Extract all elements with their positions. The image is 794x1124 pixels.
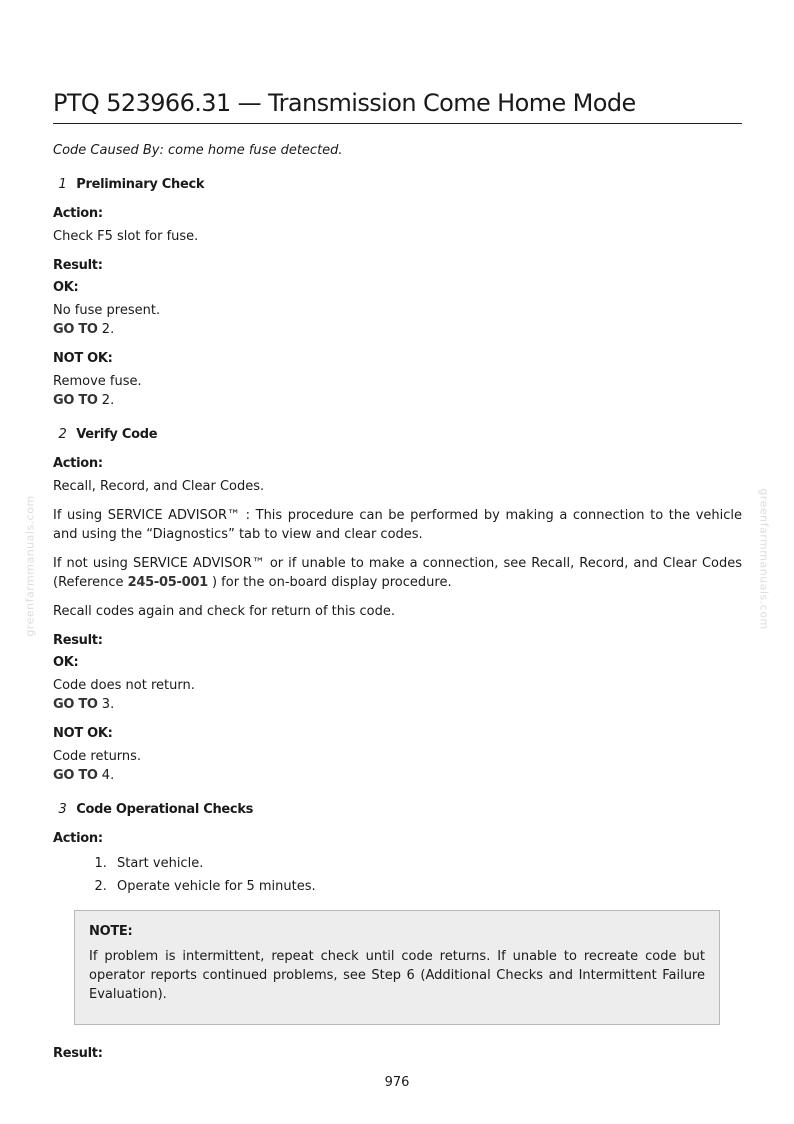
not-ok-goto xyxy=(53,391,742,410)
step-1-heading xyxy=(53,176,742,194)
note-text: If problem is intermittent, repeat check until code returns. If unable to recreate code but operator reports continued problems, see Step 6 (Additional Checks and Intermittent Failure Evaluation). xyxy=(89,949,705,1002)
not-ok-label: NOT OK: xyxy=(53,726,113,741)
no-service-advisor-paragraph xyxy=(53,554,742,592)
step-3-heading xyxy=(53,801,742,819)
goto-target: 2. xyxy=(97,393,115,408)
goto-link[interactable]: GO TO xyxy=(53,393,98,408)
document-page xyxy=(53,86,742,1063)
action-label: Action: xyxy=(53,456,103,471)
action-list xyxy=(53,852,742,898)
action-text: Check F5 slot for fuse. xyxy=(53,229,199,244)
action-text: Recall, Record, and Clear Codes. xyxy=(53,479,265,494)
not-ok-text: Code returns. xyxy=(53,749,142,764)
not-ok-text: Remove fuse. xyxy=(53,374,142,389)
step-number: 1 xyxy=(58,177,67,192)
ok-goto xyxy=(53,320,742,339)
step-title: Preliminary Check xyxy=(76,177,205,192)
note-box xyxy=(74,910,720,1025)
page-number: 976 xyxy=(384,1075,410,1090)
code-cause: Code Caused By: come home fuse detected. xyxy=(53,143,343,158)
recall-again-paragraph: Recall codes again and check for return of this code. xyxy=(53,604,396,619)
result-label: Result: xyxy=(53,258,103,273)
paragraph-text: If not using SERVICE ADVISOR™ or if unable to make a connection, see Recall, Record, and Clear Codes (Reference xyxy=(53,556,742,590)
action-label: Action: xyxy=(53,206,103,221)
step-number: 2 xyxy=(58,427,67,442)
ok-label: OK: xyxy=(53,280,79,295)
page-title: PTQ 523966.31 — Transmission Come Home Mode xyxy=(53,86,742,124)
watermark-left: greenfarmmanuals.com xyxy=(23,495,37,637)
ok-label: OK: xyxy=(53,655,79,670)
paragraph-text: ) for the on-board display procedure. xyxy=(207,575,452,590)
goto-target: 2. xyxy=(97,322,115,337)
goto-target: 3. xyxy=(97,697,115,712)
list-item: 1. Start vehicle. xyxy=(111,852,742,875)
reference-link[interactable]: 245-05-001 xyxy=(127,575,208,590)
not-ok-label: NOT OK: xyxy=(53,351,113,366)
goto-target: 4. xyxy=(97,768,115,783)
goto-link[interactable]: GO TO xyxy=(53,697,98,712)
list-item: 2. Operate vehicle for 5 minutes. xyxy=(111,875,742,898)
step-number: 3 xyxy=(58,802,67,817)
goto-link[interactable]: GO TO xyxy=(53,768,98,783)
step-2-heading xyxy=(53,426,742,444)
step-title: Verify Code xyxy=(76,427,158,442)
ok-text: No fuse present. xyxy=(53,303,161,318)
watermark-right: greenfarmmanuals.com xyxy=(757,488,771,630)
not-ok-goto xyxy=(53,766,742,785)
result-label: Result: xyxy=(53,1046,103,1061)
ok-text: Code does not return. xyxy=(53,678,195,693)
ok-goto xyxy=(53,695,742,714)
action-label: Action: xyxy=(53,831,103,846)
note-label: NOTE: xyxy=(89,924,133,939)
result-label: Result: xyxy=(53,633,103,648)
service-advisor-paragraph: If using SERVICE ADVISOR™ : This procedure can be performed by making a connection to the vehicle and using the “Diagnostics” tab to view and clear codes. xyxy=(53,508,742,542)
goto-link[interactable]: GO TO xyxy=(53,322,98,337)
step-title: Code Operational Checks xyxy=(76,802,254,817)
